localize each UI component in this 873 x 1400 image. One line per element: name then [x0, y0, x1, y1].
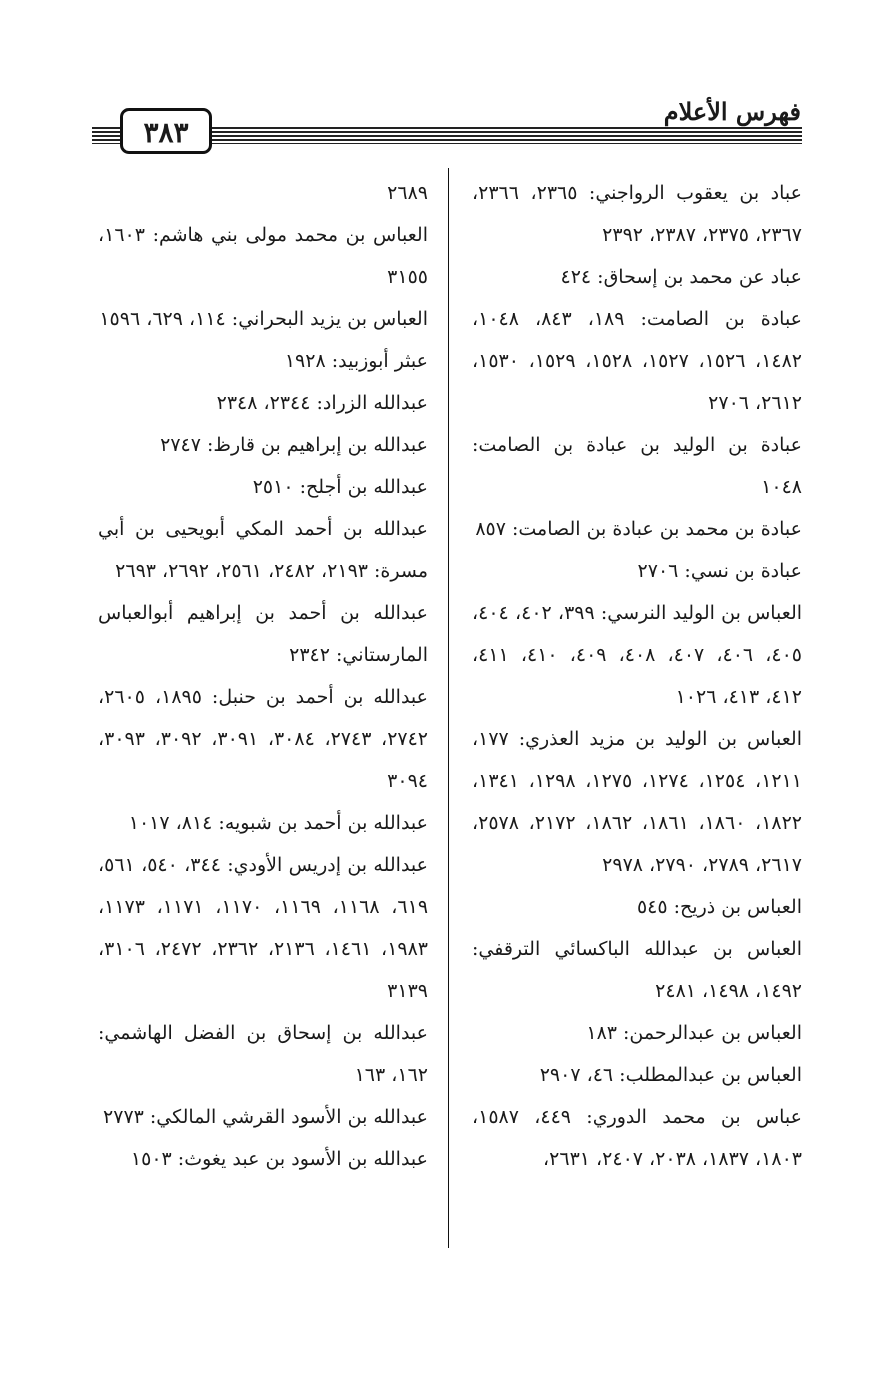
index-entry: عبادة بن الوليد بن عبادة بن الصامت: ١٠٤٨	[472, 434, 802, 498]
index-entry: عبادة بن محمد بن عبادة بن الصامت: ٨٥٧	[475, 518, 802, 540]
page-title: فهرس الأعلام	[663, 97, 801, 126]
index-entry: عباس بن محمد الدوري: ٤٤٩، ١٥٨٧، ١٨٠٣، ١٨٣٧، ٢٠٣٨، ٢٤٠٧، ٢٦٣١،	[472, 1106, 803, 1170]
index-entry: العباس بن عبدالله الباكسائي الترقفي: ١٤٩٢، ١٤٩٨، ٢٤٨١	[472, 938, 802, 1002]
index-column-left	[98, 172, 428, 1180]
index-entry: عبدالله الزراد: ٢٣٤٤، ٢٣٤٨	[216, 392, 428, 414]
index-entry: ٢٦٨٩	[387, 182, 428, 204]
index-entry: عبدالله بن إسحاق بن الفضل الهاشمي: ١٦٢، ١٦٣	[98, 1022, 428, 1086]
index-entry: العباس بن الوليد بن مزيد العذري: ١٧٧، ١٢١١، ١٢٥٤، ١٢٧٤، ١٢٧٥، ١٢٩٨، ١٣٤١، ١٨٢٢، ١٨٦٠، ١٨٦١، ١٨٦٢، ٢١٧٢، ٢٥٧٨، ٢٦١٧، ٢٧٨٩، ٢٧٩٠، ٢٩٧٨	[472, 728, 803, 876]
index-entry: عباد عن محمد بن إسحاق: ٤٢٤	[560, 266, 802, 288]
index-entry: العباس بن محمد مولى بني هاشم: ١٦٠٣، ٣١٥٥	[98, 224, 428, 288]
index-entry: عبدالله بن أحمد المكي أبويحيى بن أبي مسرة: ٢١٩٣، ٢٤٨٢، ٢٥٦١، ٢٦٩٢، ٢٦٩٣	[98, 518, 428, 582]
index-entry: عبدالله بن إبراهيم بن قارظ: ٢٧٤٧	[160, 434, 428, 456]
index-entry: العباس بن عبدالمطلب: ٤٦، ٢٩٠٧	[539, 1064, 802, 1086]
index-entry: عبدالله بن أجلح: ٢٥١٠	[252, 476, 428, 498]
page-number: ٣٨٣	[120, 108, 212, 154]
index-entry: عبدالله بن الأسود القرشي المالكي: ٢٧٧٣	[103, 1106, 428, 1128]
index-entry: العباس بن يزيد البحراني: ١١٤، ٦٢٩، ١٥٩٦	[99, 308, 428, 330]
index-entry: عبدالله بن أحمد بن حنبل: ١٨٩٥، ٢٦٠٥، ٢٧٤٢، ٢٧٤٣، ٣٠٨٤، ٣٠٩١، ٣٠٩٢، ٣٠٩٣، ٣٠٩٤	[98, 686, 429, 792]
index-entry: العباس بن عبدالرحمن: ١٨٣	[586, 1022, 802, 1044]
index-entry: عبادة بن الصامت: ١٨٩، ٨٤٣، ١٠٤٨، ١٤٨٢، ١٥٢٦، ١٥٢٧، ١٥٢٨، ١٥٢٩، ١٥٣٠، ٢٦١٢، ٢٧٠٦	[472, 308, 803, 414]
index-entry: عبثر أبوزبيد: ١٩٢٨	[284, 350, 428, 372]
index-entry: عبدالله بن أحمد بن شبويه: ٨١٤، ١٠١٧	[128, 812, 428, 834]
index-entry: عبدالله بن الأسود بن عبد يغوث: ١٥٠٣	[130, 1148, 428, 1170]
index-column-right	[472, 172, 802, 1180]
index-entry: عبدالله بن إدريس الأودي: ٣٤٤، ٥٤٠، ٥٦١، ٦١٩، ١١٦٨، ١١٦٩، ١١٧٠، ١١٧١، ١١٧٣، ١٩٨٣، ١٤٦١، ٢١٣٦، ٢٣٦٢، ٢٤٧٢، ٣١٠٦، ٣١٣٩	[98, 854, 429, 1002]
index-entry: عبادة بن نسي: ٢٧٠٦	[637, 560, 802, 582]
index-entry: العباس بن ذريح: ٥٤٥	[636, 896, 802, 918]
index-entry: عبدالله بن أحمد بن إبراهيم أبوالعباس المارستاني: ٢٣٤٢	[98, 602, 428, 666]
index-entry: العباس بن الوليد النرسي: ٣٩٩، ٤٠٢، ٤٠٤، ٤٠٥، ٤٠٦، ٤٠٧، ٤٠٨، ٤٠٩، ٤١٠، ٤١١، ٤١٢، ٤١٣، ١٠٢٦	[472, 602, 803, 708]
index-entry: عباد بن يعقوب الرواجني: ٢٣٦٥، ٢٣٦٦، ٢٣٦٧، ٢٣٧٥، ٢٣٨٧، ٢٣٩٢	[472, 182, 802, 246]
column-divider	[448, 168, 449, 1248]
